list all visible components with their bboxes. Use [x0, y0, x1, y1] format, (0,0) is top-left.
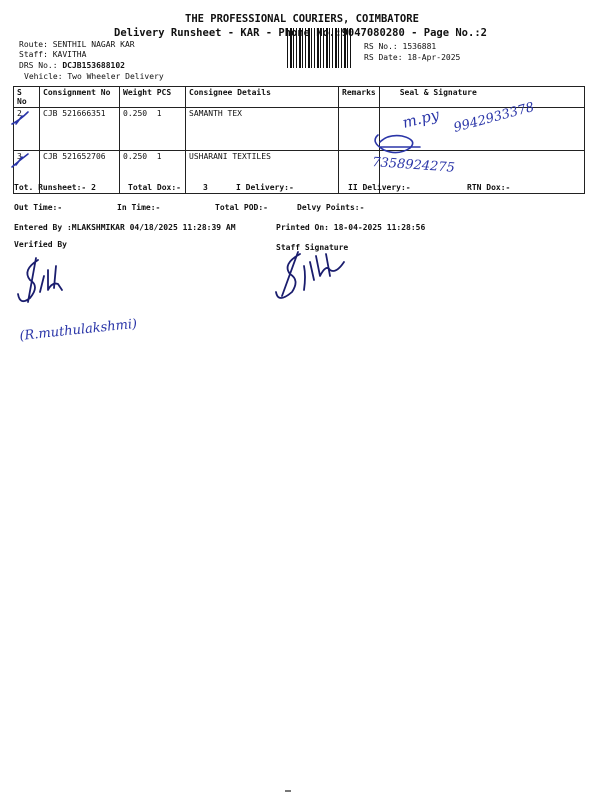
signatures-area: [0, 240, 600, 360]
route-label: Route: SENTHIL NAGAR KAR: [19, 40, 135, 49]
rtn-dox: RTN Dox:-: [467, 183, 511, 192]
row2-signature-scribble: [375, 135, 413, 153]
drs-value: DCJB153688102: [62, 61, 125, 70]
vehicle-label: Vehicle: Two Wheeler Delivery: [24, 72, 164, 81]
tot-runsheet: Tot. Runsheet:- 2: [14, 183, 96, 192]
verified-by-label: Verified By: [14, 240, 67, 249]
cell-sno: 3: [14, 151, 40, 194]
staff-signature: [276, 252, 344, 298]
out-time: Out Time:-: [14, 203, 63, 212]
col-header-weight-pcs: Weight PCS: [120, 87, 186, 108]
staff-label: Staff: KAVITHA: [19, 50, 87, 59]
cell-sno: 2: [14, 108, 40, 151]
cell-pcs: 1: [156, 109, 162, 118]
scan-artifact: [285, 790, 291, 792]
in-time: In Time:-: [117, 203, 161, 212]
total-dox-label: Total Dox:-: [128, 183, 181, 192]
cell-consignee: USHARANI TEXTILES: [186, 151, 339, 194]
printed-on: Printed On: 18-04-2025 11:28:56: [276, 223, 426, 232]
entered-by: Entered By :MLAKSHMIKAR 04/18/2025 11:28:39 AM: [14, 223, 236, 232]
col-header-consignee: Consignee Details: [186, 87, 339, 108]
cell-consignment: CJB 521652706: [40, 151, 120, 194]
row2-handwritten-number: 7358924275: [371, 155, 456, 176]
cell-pcs: 1: [156, 152, 162, 161]
table-handwriting: [0, 0, 600, 260]
company-title: THE PROFESSIONAL COURIERS, COIMBATORE: [185, 13, 419, 25]
i-delivery: I Delivery:-: [236, 183, 294, 192]
col-header-seal-signature: Seal & Signature: [379, 87, 584, 108]
staff-signature-label: Staff Signature: [276, 243, 349, 252]
col-header-sno: S No: [14, 87, 40, 108]
verified-signature: [18, 258, 62, 302]
runsheet-subtitle: Delivery Runsheet - KAR - Phone No.:9047080280 - Page No.:2: [114, 27, 487, 39]
cell-consignee: SAMANTH TEX: [186, 108, 339, 151]
cell-weight: 0.250: [123, 152, 148, 161]
rs-number: RS No.: 1536881: [364, 42, 437, 51]
total-pod: Total POD:-: [215, 203, 268, 212]
verifier-handwritten-name: (R.muthulakshmi): [18, 316, 138, 344]
cell-weight: 0.250: [123, 109, 148, 118]
col-header-remarks: Remarks: [339, 87, 380, 108]
delvy-points: Delvy Points:-: [297, 203, 365, 212]
drs-label: DRS No.:: [19, 61, 63, 70]
col-header-consignment: Consignment No: [40, 87, 120, 108]
row1-handwritten-number: 9942933378: [452, 99, 536, 136]
tick-mark-icon: [12, 154, 28, 167]
ii-delivery: II Delivery:-: [348, 183, 411, 192]
tick-mark-icon: [12, 112, 28, 124]
cell-consignment: CJB 521666351: [40, 108, 120, 151]
rs-date: RS Date: 18-Apr-2025: [364, 53, 461, 62]
row1-handwritten-text: m.py: [400, 105, 441, 132]
total-dox-value: 3: [203, 183, 208, 192]
